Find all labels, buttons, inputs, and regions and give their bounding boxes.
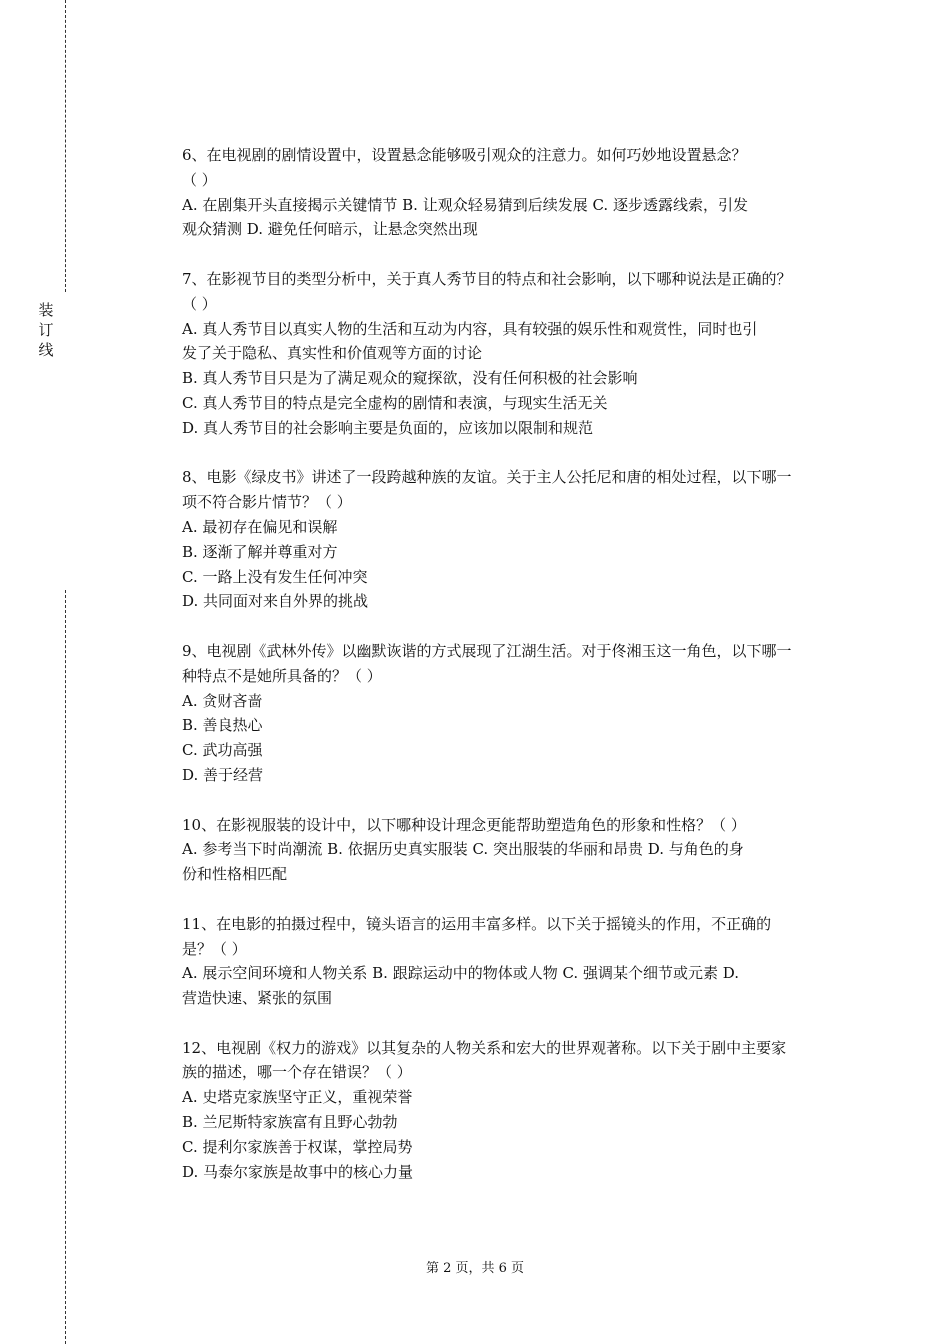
question-stem-line: 10、在影视服装的设计中，以下哪种设计理念更能帮助塑造角色的形象和性格？（ ）: [182, 815, 746, 834]
question-line: （ ）: [182, 294, 217, 313]
question-line: （ ）: [182, 170, 217, 189]
question-line: 是？（ ）: [182, 939, 247, 958]
question-line: A. 展示空间环境和人物关系 B. 跟踪运动中的物体或人物 C. 强调某个细节或元素 D.: [182, 964, 739, 983]
question-7: [182, 267, 850, 441]
question-line: D. 共同面对来自外界的挑战: [182, 592, 369, 611]
question-line: C. 提利尔家族善于权谋，掌控局势: [182, 1137, 413, 1156]
question-stem-line: 11、在电影的拍摄过程中，镜头语言的运用丰富多样。以下关于摇镜头的作用，不正确的: [182, 914, 772, 933]
question-line: A. 参考当下时尚潮流 B. 依据历史真实服装 C. 突出服装的华丽和昂贵 D. 与角色的身: [182, 840, 744, 859]
question-stem-line: 12、电视剧《权力的游戏》以其复杂的人物关系和宏大的世界观著称。以下关于剧中主要家: [182, 1038, 787, 1057]
question-11: [182, 912, 850, 1011]
question-line: 族的描述，哪一个存在错误？（ ）: [182, 1063, 412, 1082]
question-line: 观众猜测 D. 避免任何暗示，让悬念突然出现: [182, 220, 478, 239]
question-stem-line: 6、在电视剧的剧情设置中，设置悬念能够吸引观众的注意力。如何巧妙地设置悬念？: [182, 146, 747, 164]
question-line: D. 马泰尔家族是故事中的核心力量: [182, 1162, 414, 1181]
question-line: A. 最初存在偏见和误解: [182, 517, 338, 536]
question-stem-line: 8、电影《绿皮书》讲述了一段跨越种族的友谊。关于主人公托尼和唐的相处过程，以下哪一: [182, 468, 792, 487]
binding-line-bottom: [65, 590, 66, 1344]
question-line: C. 武功高强: [182, 741, 263, 760]
question-line: B. 善良热心: [182, 716, 263, 735]
question-12: [182, 1036, 850, 1185]
question-line: 种特点不是她所具备的？（ ）: [182, 666, 382, 685]
question-9: [182, 639, 850, 788]
question-line: 项不符合影片情节？（ ）: [182, 493, 352, 512]
question-list: [182, 143, 850, 1209]
binding-line-top: [65, 0, 66, 292]
question-line: 营造快速、紧张的氛围: [182, 989, 333, 1008]
question-line: C. 真人秀节目的特点是完全虚构的剧情和表演，与现实生活无关: [182, 393, 608, 412]
question-line: 发了关于隐私、真实性和价值观等方面的讨论: [182, 344, 483, 363]
question-line: A. 贪财吝啬: [182, 691, 263, 710]
question-line: D. 善于经营: [182, 765, 264, 784]
question-line: B. 逐渐了解并尊重对方: [182, 542, 338, 561]
question-stem-line: 9、电视剧《武林外传》以幽默诙谐的方式展现了江湖生活。对于佟湘玉这一角色，以下哪一: [182, 641, 792, 660]
question-line: D. 真人秀节目的社会影响主要是负面的，应该加以限制和规范: [182, 418, 594, 437]
question-line: B. 真人秀节目只是为了满足观众的窥探欲，没有任何积极的社会影响: [182, 369, 638, 388]
page-number: 第 2 页，共 6 页: [425, 1261, 525, 1276]
binding-label: 装订线: [38, 301, 54, 359]
question-10: [182, 813, 850, 887]
question-line: A. 史塔克家族坚守正义，重视荣誉: [182, 1088, 413, 1107]
question-6: [182, 143, 850, 242]
question-line: B. 兰尼斯特家族富有且野心勃勃: [182, 1113, 398, 1132]
question-line: A. 真人秀节目以真实人物的生活和互动为内容，具有较强的娱乐性和观赏性，同时也引: [182, 319, 758, 338]
question-8: [182, 465, 850, 614]
question-line: A. 在剧集开头直接揭示关键情节 B. 让观众轻易猜到后续发展 C. 逐步透露线索，引发: [182, 195, 748, 214]
question-line: 份和性格相匹配: [182, 865, 288, 884]
question-stem-line: 7、在影视节目的类型分析中，关于真人秀节目的特点和社会影响，以下哪种说法是正确的？: [182, 269, 792, 288]
question-line: C. 一路上没有发生任何冲突: [182, 567, 368, 586]
